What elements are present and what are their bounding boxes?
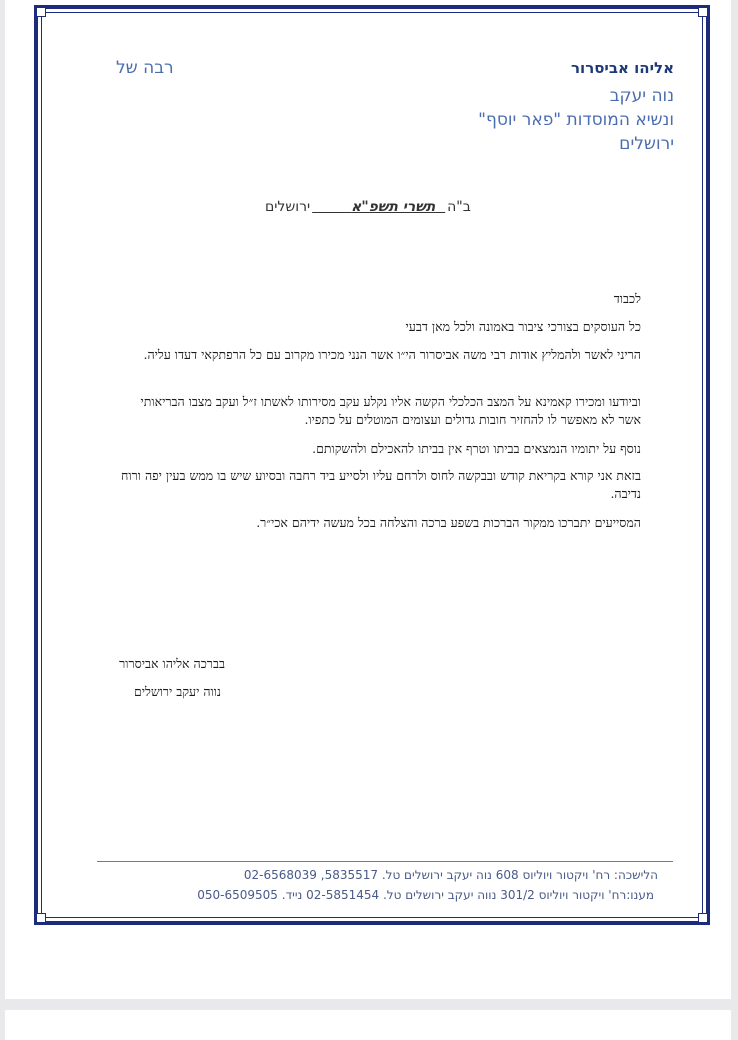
- border-corner-ornament: [698, 7, 708, 17]
- footer-office-address: הלישכה: רח' ויקטור ויוליוס 608 נוה יעקב ירושלים טל. 5835517, 02-6568039: [243, 868, 658, 882]
- border-corner-ornament: [698, 913, 708, 923]
- letter-date: תשרי תשפ"א: [351, 199, 436, 215]
- body-paragraph: המסייעים יתברכו ממקור הברכות בשפע ברכה והצלחה בכל מעשה ידיהם אכי״ר.: [256, 515, 641, 530]
- letterhead-title: ונשיא המוסדות "פאר יוסף": [478, 110, 674, 130]
- letterhead-city: ירושלים: [619, 134, 674, 154]
- border-corner-ornament: [36, 7, 46, 17]
- footer-home-address: מענו:רח' ויקטור ויוליוס 301/2 נווה יעקב ירושלים טל. 02-5851454 נייד. 050-6509505: [197, 888, 654, 902]
- letterhead-name: אליהו אביסרור: [571, 59, 674, 77]
- footer-divider: [97, 861, 673, 862]
- body-paragraph: כל העוסקים בצורכי ציבור באמונה ולכל מאן דבעי: [405, 319, 641, 334]
- salutation: לכבוד: [613, 291, 641, 306]
- date-line: [265, 199, 471, 215]
- body-paragraph: בזאת אני קורא בקריאת קודש ובבקשה לחוס ולרחם עליו ולסייע ביד רחבה ובסיוע שיש בו ממש בעין יפה ורוח נדיבה.: [121, 468, 641, 501]
- letterhead-rabbi-of: רבה של: [116, 58, 174, 78]
- signature-name: בברכה אליהו אביסרור: [119, 656, 225, 671]
- date-place: ירושלים: [265, 199, 311, 215]
- next-page-edge: [5, 1010, 731, 1040]
- body-paragraph: הריני לאשר ולהמליץ אודות רבי משה אביסרור הי״ו אשר הנני מכירו מקרוב עם כל הרפתקאי דעדו עליה.: [143, 347, 641, 362]
- body-paragraph: נוסף על יתומיו הנמצאים בביתו וטרף אין בביתו להאכילם ולהשקותם.: [312, 441, 641, 456]
- page-border-inner: [41, 12, 703, 918]
- letterhead-neighborhood: נוה יעקב: [609, 86, 674, 106]
- signature-location: נווה יעקב ירושלים: [133, 684, 221, 699]
- date-prefix: ב"ה: [447, 199, 471, 215]
- body-paragraph: וביודעו ומכירו קאמינא על המצב הכלכלי הקשה אליו נקלע עקב מסירותו לאשתו ז״ל ועקב מצבו הבריאותי אשר לא מאפשר לו להחזיר חובות גדולים ועצומים המוטלים על כתפיו.: [140, 394, 641, 427]
- border-corner-ornament: [36, 913, 46, 923]
